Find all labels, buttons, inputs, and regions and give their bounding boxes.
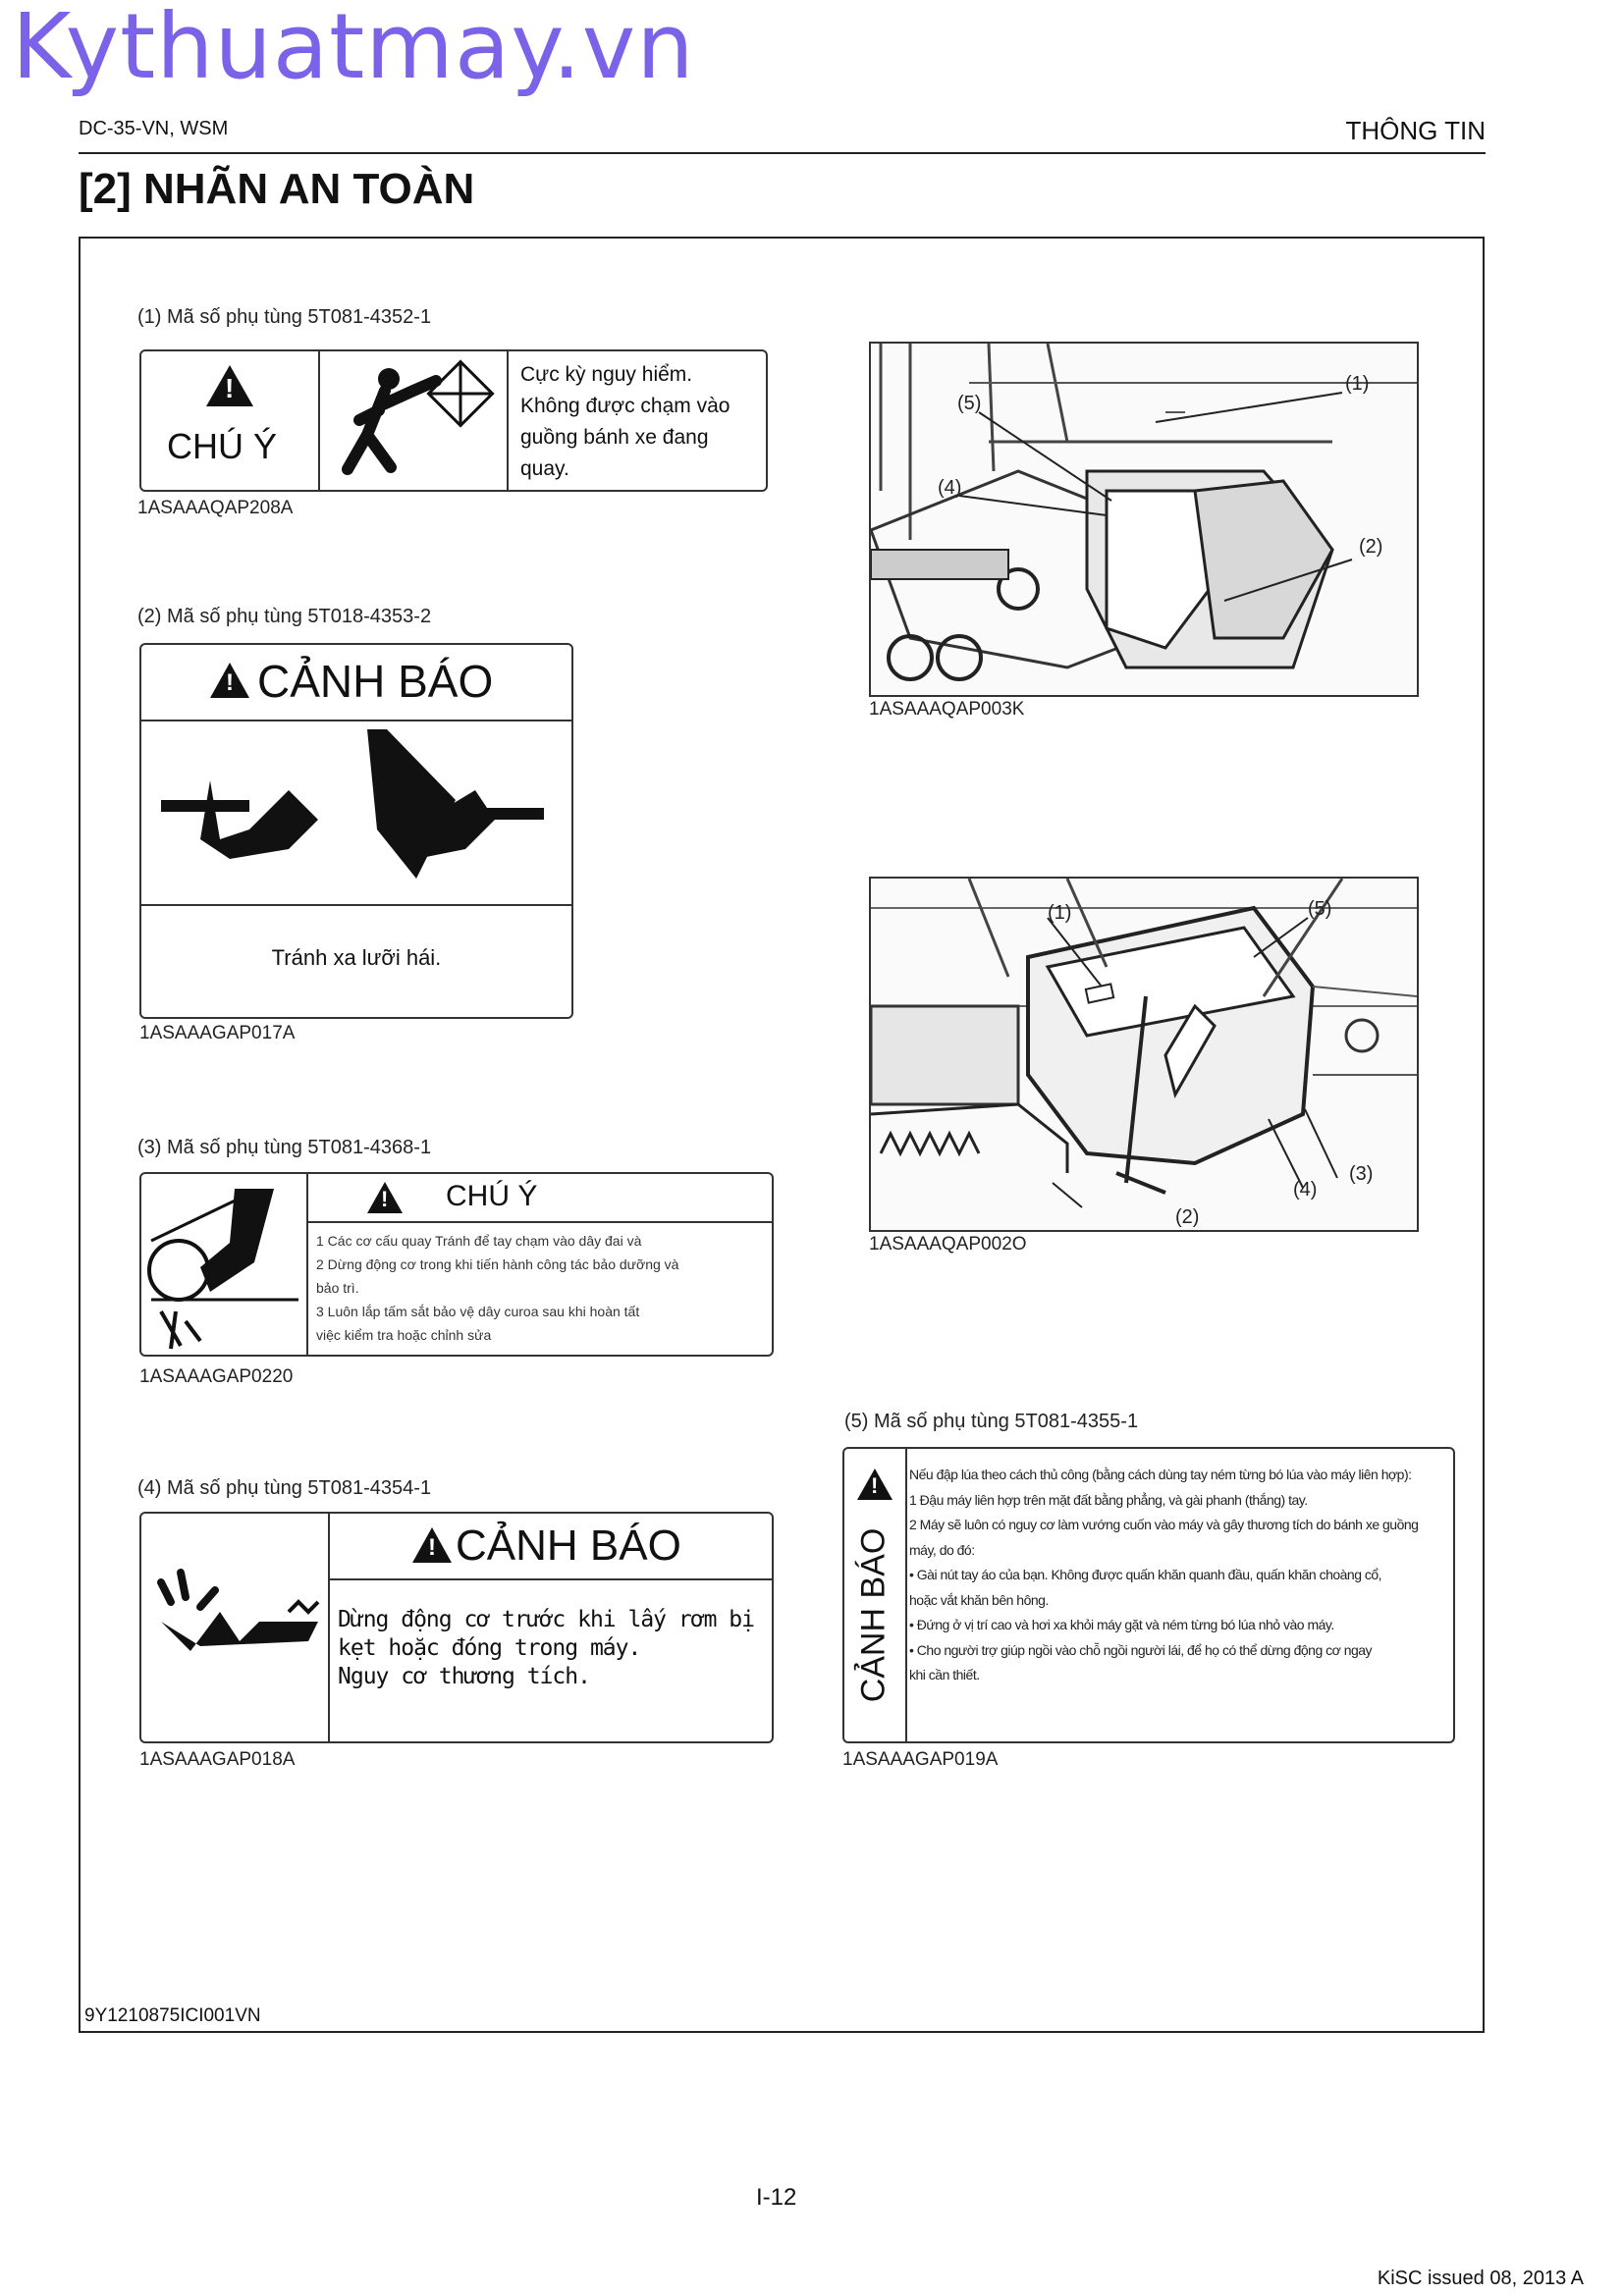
label2 (139, 643, 573, 1019)
label5-item: 2 Máy sẽ luôn có nguy cơ làm vướng cuốn vào máy và gây thương tích do bánh xe guồng (909, 1517, 1419, 1532)
label1-code: 1ASAAAQAP208A (137, 498, 294, 518)
fig2-callout-3: (3) (1349, 1163, 1374, 1185)
label1-signal-panel (141, 351, 320, 490)
fig2-callout-2: (2) (1175, 1206, 1200, 1228)
label3-item: việc kiểm tra hoặc chỉnh sửa (316, 1327, 492, 1343)
label3-item: 1 Các cơ cấu quay Tránh để tay chạm vào dây đai và (316, 1233, 642, 1249)
label3-item: bảo trì. (316, 1280, 359, 1296)
fig1-callout-5: (5) (957, 393, 982, 414)
label3-item: 3 Luôn lắp tấm sắt bảo vệ dây curoa sau khi hoàn tất (316, 1304, 640, 1319)
label2-caption: (2) Mã số phụ tùng 5T018-4353-2 (137, 606, 432, 627)
label5-signal-panel (844, 1449, 907, 1741)
fig1-callout-2: (2) (1359, 536, 1383, 558)
label5-signal: CẢNH BÁO (854, 1527, 893, 1703)
figure1-code: 1ASAAAQAP003K (869, 699, 1025, 720)
header-section: THÔNG TIN (1345, 116, 1486, 145)
label1-text-line: Cực kỳ nguy hiểm. (520, 363, 693, 386)
label3-code: 1ASAAAGAP0220 (139, 1366, 294, 1387)
combine-harvester-header-drawing (871, 879, 1417, 1230)
label2-pictogram (141, 721, 571, 906)
combine-harvester-rear-drawing (871, 344, 1417, 695)
page-number: I-12 (756, 2184, 797, 2211)
label4-code: 1ASAAAGAP018A (139, 1749, 296, 1770)
warning-icon (412, 1527, 452, 1563)
label1-signal: CHÚ Ý (167, 426, 278, 466)
fig2-callout-1: (1) (1048, 902, 1072, 924)
label2-code: 1ASAAAGAP017A (139, 1023, 296, 1043)
label4-text-line: Nguy cơ thương tích. (338, 1664, 590, 1689)
label5-caption: (5) Mã số phụ tùng 5T081-4355-1 (844, 1411, 1139, 1432)
fig1-callout-1: (1) (1345, 373, 1370, 395)
label4-text (338, 1606, 754, 1691)
figure1-machine-photo (869, 342, 1419, 697)
label5-item: khi cần thiết. (909, 1667, 980, 1682)
label4-header (330, 1514, 772, 1580)
label1-caption: (1) Mã số phụ tùng 5T081-4352-1 (137, 306, 432, 328)
label4-pictogram (141, 1514, 330, 1741)
label1 (139, 349, 768, 492)
label3-caption: (3) Mã số phụ tùng 5T081-4368-1 (137, 1137, 432, 1158)
label2-signal: CẢNH BÁO (257, 656, 494, 707)
label3-instructions (316, 1229, 678, 1347)
section-title: [2] NHÃN AN TOÀN (79, 165, 475, 213)
warning-icon (210, 663, 249, 698)
warning-icon (206, 365, 253, 406)
label3 (139, 1172, 774, 1357)
label1-pictogram (320, 351, 509, 490)
label3-header (308, 1174, 772, 1223)
label5-item: 1 Đậu máy liên hợp trên mặt đất bằng phẳng, và gài phanh (thắng) tay. (909, 1491, 1308, 1508)
person-entangled-icon (141, 1514, 328, 1741)
label4-text-line: kẹt hoặc đóng trong máy. (338, 1635, 641, 1661)
label5-item: • Cho người trợ giúp ngồi vào chỗ ngồi người lái, để họ có thể dừng động cơ ngay (909, 1641, 1373, 1658)
label4 (139, 1512, 774, 1743)
warning-icon (367, 1182, 403, 1213)
label2-header (141, 645, 571, 721)
reference-code: 9Y1210875ICI001VN (84, 2005, 261, 2026)
label5-instructions (909, 1463, 1418, 1688)
label3-pictogram (141, 1174, 308, 1355)
header-model: DC-35-VN, WSM (79, 118, 229, 139)
label3-item: 2 Dừng động cơ trong khi tiến hành công tác bảo dưỡng và (316, 1256, 679, 1272)
label4-signal: CẢNH BÁO (456, 1522, 681, 1570)
label4-caption: (4) Mã số phụ tùng 5T081-4354-1 (137, 1477, 432, 1499)
watermark: Kythuatmay.vn (12, 0, 695, 99)
fig1-callout-4: (4) (938, 477, 962, 499)
label1-text-line: quay. (520, 457, 569, 480)
belt-hand-hazard-icon (141, 1174, 306, 1355)
figure2-code: 1ASAAAQAP002O (869, 1234, 1027, 1255)
figure2-machine-photo (869, 877, 1419, 1232)
label3-signal: CHÚ Ý (446, 1180, 538, 1212)
label1-text (520, 359, 730, 485)
label5-code: 1ASAAAGAP019A (842, 1749, 999, 1770)
label1-text-line: Không được chạm vào (520, 395, 730, 417)
label1-text-line: guồng bánh xe đang (520, 426, 709, 449)
fig2-callout-4: (4) (1293, 1179, 1318, 1201)
label4-text-line: Dừng động cơ trước khi lấy rơm bị (338, 1607, 754, 1632)
label5 (842, 1447, 1455, 1743)
label5-item: • Đứng ở vị trí cao và hơi xa khỏi máy gặt và ném từng bó lúa nhỏ vào máy. (909, 1617, 1334, 1632)
label5-item: hoặc vắt khăn bên hông. (909, 1591, 1049, 1608)
label2-text: Tránh xa lưỡi hái. (271, 945, 442, 970)
label5-item: máy, do đó: (909, 1541, 975, 1558)
header-rule (79, 152, 1486, 154)
label5-item: • Gài nút tay áo của bạn. Không được quấn khăn quanh đầu, quấn khăn choàng cổ, (909, 1567, 1382, 1582)
issue-note: KiSC issued 08, 2013 A (1377, 2268, 1584, 2289)
person-reel-hazard-icon (320, 351, 507, 490)
hand-cutter-blade-icon (141, 721, 571, 904)
fig2-callout-5: (5) (1308, 898, 1332, 920)
warning-icon (857, 1468, 893, 1500)
label5-item: Nếu đập lúa theo cách thủ công (bằng cách dùng tay ném từng bó lúa vào máy liên hợp): (909, 1467, 1412, 1482)
